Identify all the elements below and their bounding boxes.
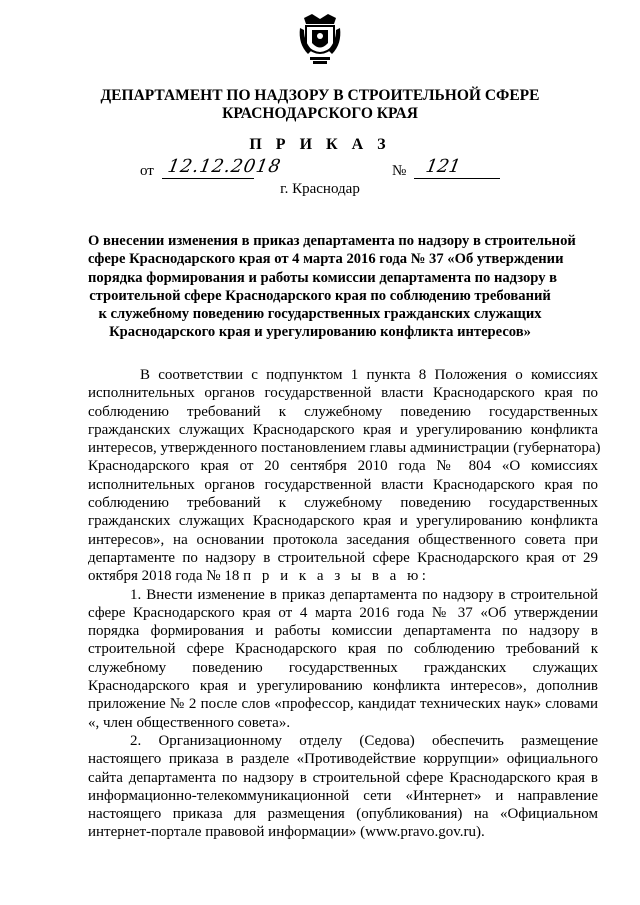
- title-line: строительной сфере Краснодарского края по соблюдению требований: [89, 287, 551, 304]
- department-name-line2: КРАСНОДАРСКОГО КРАЯ: [222, 105, 418, 122]
- date-underline: [162, 178, 254, 179]
- body-line: интересов», на основании протокола заседания общественного совета при: [88, 531, 598, 548]
- item-2-line: настоящего приказа для размещения (опубликования) на «Официальном: [88, 806, 598, 823]
- preamble-end: октября 2018 года № 18: [88, 568, 240, 585]
- date-value: 12.12.2018: [166, 156, 283, 177]
- title-line: порядка формирования и работы комиссии департамента по надзору в: [88, 269, 558, 286]
- item-1-line: приложение № 2 после слов «профессор, кандидат технических наук» словами: [88, 696, 598, 713]
- title-line: сфере Краснодарского края от 4 марта 2016 года № 37 «Об утверждении: [88, 251, 564, 268]
- document-type: П Р И К А З: [249, 136, 391, 153]
- item-2-line: сайта департамента по надзору в строительной сфере Краснодарского края в: [88, 769, 598, 786]
- department-name-line1: ДЕПАРТАМЕНТ ПО НАДЗОРУ В СТРОИТЕЛЬНОЙ СФЕРЕ: [100, 87, 540, 104]
- item-1-line: строительной сфере Краснодарского края по соблюдению требований к: [88, 641, 598, 658]
- order-keyword: п р и к а з ы в а ю:: [243, 568, 430, 585]
- date-label: от: [140, 163, 154, 179]
- body-line: исполнительных органов государственной власти Краснодарского края по: [88, 476, 598, 493]
- order-title: [88, 232, 576, 342]
- item-1-line: служебному поведению государственных гражданских служащих: [88, 659, 598, 676]
- item-2-line: 2. Организационному отделу (Седова) обеспечить размещение: [130, 732, 598, 749]
- number-underline: [414, 178, 500, 179]
- item-1-line: сфере Краснодарского края от 4 марта 2016 года № 37 «Об утверждении: [88, 604, 598, 621]
- item-2-line: настоящего приказа в разделе «Противодействие коррупции» официального: [88, 751, 598, 768]
- city: г. Краснодар: [280, 181, 360, 197]
- number-label: №: [392, 163, 407, 179]
- body-line: [88, 567, 598, 585]
- body-line: гражданских служащих Краснодарского края и урегулированию конфликта: [88, 421, 598, 438]
- order-body: [88, 366, 601, 842]
- item-1-line: «, член общественного совета».: [88, 714, 291, 731]
- item-1-line: 1. Внести изменение в приказ департамента по надзору в строительной: [130, 586, 598, 603]
- body-line: гражданских служащих Краснодарского края и урегулированию конфликта: [88, 513, 598, 530]
- body-line: соблюдению требований к служебному поведению государственных: [88, 495, 598, 512]
- title-line: Краснодарского края и урегулированию конфликта интересов»: [109, 324, 531, 341]
- item-1-line: Краснодарского края и урегулированию конфликта интересов», дополнив: [88, 678, 598, 695]
- body-line: В соответствии с подпунктом 1 пункта 8 Положения о комиссиях: [140, 367, 598, 383]
- title-line: к служебному поведению государственных гражданских служащих: [98, 306, 542, 323]
- title-line: О внесении изменения в приказ департамента по надзору в строительной: [88, 233, 576, 249]
- item-2-line: интернет-портале правовой информации» (www.pravo.gov.ru).: [88, 824, 485, 841]
- coat-of-arms-icon: [298, 10, 342, 68]
- body-line: Краснодарского края от 20 сентября 2010 года № 804 «О комиссиях: [88, 458, 598, 475]
- number-value: 121: [424, 156, 463, 177]
- body-line: интересов, утвержденного постановлением главы администрации (губернатора): [88, 440, 601, 457]
- item-2-line: информационно-телекоммуникационной сети «Интернет» и направление: [88, 787, 598, 804]
- body-line: департаменте по надзору в строительной сфере Краснодарского края от 29: [88, 549, 598, 566]
- body-line: соблюдению требований к служебному поведению государственных: [88, 403, 598, 420]
- item-1-line: порядка формирования и работы комиссии департамента по надзору в: [88, 623, 598, 640]
- body-line: исполнительных органов государственной власти Краснодарского края по: [88, 385, 598, 402]
